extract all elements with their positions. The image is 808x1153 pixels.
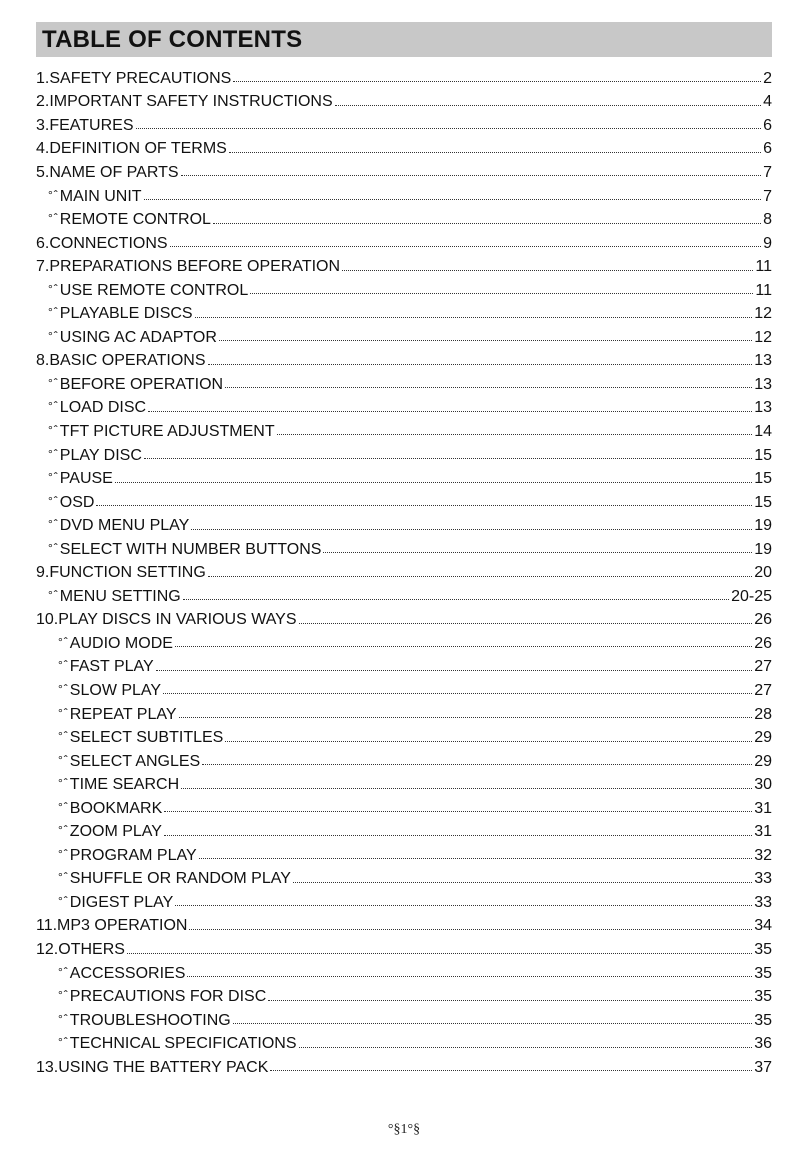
toc-subsection-entry <box>36 632 772 656</box>
toc-entry-text: USE REMOTE CONTROL <box>59 281 249 299</box>
toc-entry-text: 9.FUNCTION SETTING <box>36 564 206 582</box>
toc-subsection-entry <box>36 279 772 303</box>
toc-entry-label <box>36 259 340 275</box>
dot-leader <box>156 670 753 671</box>
toc-entry-label <box>58 1013 231 1029</box>
toc-entry-text: REPEAT PLAY <box>69 705 177 723</box>
dot-leader <box>225 741 752 742</box>
toc-entry-text: 6.CONNECTIONS <box>36 234 168 252</box>
toc-page-number: 27 <box>754 681 772 699</box>
dot-leader <box>144 458 752 459</box>
toc-entry-label <box>58 707 177 723</box>
dot-leader <box>181 788 752 789</box>
dot-leader <box>148 411 752 412</box>
bullet-icon: °ˆ <box>58 846 69 861</box>
toc-subsection-entry <box>36 985 772 1009</box>
toc-subsection-entry <box>36 302 772 326</box>
dot-leader <box>175 905 752 906</box>
dot-leader <box>179 717 753 718</box>
dot-leader <box>115 482 752 483</box>
dot-leader <box>163 693 752 694</box>
toc-entry-text: MENU SETTING <box>59 587 181 605</box>
toc-entry-text: DIGEST PLAY <box>69 893 174 911</box>
toc-entry-label <box>48 542 321 558</box>
toc-section-entry <box>36 915 772 939</box>
toc-entry-text: SELECT SUBTITLES <box>69 729 224 747</box>
bullet-icon: °ˆ <box>58 1035 69 1050</box>
table-of-contents <box>36 67 772 1080</box>
toc-page-number: 26 <box>754 611 772 629</box>
toc-entry-text: LOAD DISC <box>59 399 147 417</box>
toc-page-number: 8 <box>763 211 772 229</box>
page-title: TABLE OF CONTENTS <box>42 25 303 53</box>
toc-subsection-entry <box>36 868 772 892</box>
dot-leader <box>299 1047 753 1048</box>
bullet-icon: °ˆ <box>58 752 69 767</box>
dot-leader <box>229 152 761 153</box>
toc-subsection-entry <box>36 444 772 468</box>
toc-entry-text: BOOKMARK <box>69 799 163 817</box>
toc-page-number: 31 <box>754 799 772 817</box>
toc-entry-text: REMOTE CONTROL <box>59 211 211 229</box>
toc-subsection-entry <box>36 773 772 797</box>
dot-leader <box>191 529 752 530</box>
toc-page-number: 28 <box>754 705 772 723</box>
toc-entry-text: 10.PLAY DISCS IN VARIOUS WAYS <box>36 611 297 629</box>
toc-entry-text: SHUFFLE OR RANDOM PLAY <box>69 870 291 888</box>
toc-entry-label <box>58 1036 297 1052</box>
toc-page-number: 29 <box>754 729 772 747</box>
toc-subsection-entry <box>36 656 772 680</box>
toc-section-entry <box>36 1056 772 1080</box>
bullet-icon: °ˆ <box>48 517 59 532</box>
dot-leader <box>208 364 753 365</box>
toc-page-number: 31 <box>754 823 772 841</box>
bullet-icon: °ˆ <box>58 823 69 838</box>
toc-entry-label <box>48 495 94 511</box>
dot-leader <box>335 105 761 106</box>
toc-page-number: 33 <box>754 870 772 888</box>
toc-entry-text: 4.DEFINITION OF TERMS <box>36 140 227 158</box>
dot-leader <box>233 81 761 82</box>
toc-entry-label <box>58 659 154 675</box>
toc-page-number: 13 <box>754 352 772 370</box>
toc-entry-text: BEFORE OPERATION <box>59 375 224 393</box>
toc-page-number: 35 <box>754 988 772 1006</box>
toc-entry-text: 11.MP3 OPERATION <box>36 917 188 935</box>
toc-page-number: 15 <box>754 470 772 488</box>
toc-subsection-entry <box>36 514 772 538</box>
toc-subsection-entry <box>36 750 772 774</box>
toc-entry-text: FAST PLAY <box>69 658 154 676</box>
bullet-icon: °ˆ <box>58 799 69 814</box>
bullet-icon: °ˆ <box>48 281 59 296</box>
dot-leader <box>127 953 752 954</box>
toc-subsection-entry <box>36 208 772 232</box>
toc-title-bar <box>36 22 772 57</box>
dot-leader <box>225 387 752 388</box>
toc-subsection-entry <box>36 326 772 350</box>
toc-entry-text: PROGRAM PLAY <box>69 846 197 864</box>
toc-entry-text: 7.PREPARATIONS BEFORE OPERATION <box>36 258 341 276</box>
toc-entry-label <box>36 353 206 369</box>
toc-entry-text: 8.BASIC OPERATIONS <box>36 352 206 370</box>
toc-entry-text: TROUBLESHOOTING <box>69 1011 231 1029</box>
toc-subsection-entry <box>36 185 772 209</box>
bullet-icon: °ˆ <box>58 705 69 720</box>
toc-entry-text: AUDIO MODE <box>69 634 173 652</box>
toc-page-number: 35 <box>754 941 772 958</box>
toc-subsection-entry <box>36 962 772 986</box>
toc-page-number: 4 <box>763 93 772 111</box>
toc-entry-label <box>36 118 134 134</box>
toc-subsection-entry <box>36 797 772 821</box>
toc-section-entry <box>36 138 772 162</box>
toc-entry-label <box>48 471 113 487</box>
dot-leader <box>189 929 752 930</box>
toc-page-number: 36 <box>754 1035 772 1053</box>
dot-leader <box>219 340 752 341</box>
bullet-icon: °ˆ <box>48 399 59 414</box>
toc-page-number: 20 <box>754 564 772 582</box>
dot-leader <box>208 576 752 577</box>
dot-leader <box>250 293 753 294</box>
toc-page-number: 11 <box>755 258 772 276</box>
toc-entry-label <box>36 612 297 628</box>
toc-subsection-entry <box>36 491 772 515</box>
toc-page-number: 27 <box>754 658 772 676</box>
toc-section-entry <box>36 561 772 585</box>
toc-entry-label <box>58 683 161 699</box>
toc-entry-text: 13.USING THE BATTERY PACK <box>36 1058 269 1076</box>
toc-page-number: 2 <box>763 69 772 87</box>
toc-page-number: 34 <box>754 917 772 935</box>
bullet-icon: °ˆ <box>58 1011 69 1026</box>
toc-entry-text: 12.OTHERS <box>36 941 125 958</box>
dot-leader <box>170 246 762 247</box>
dot-leader <box>277 434 753 435</box>
toc-section-entry <box>36 609 772 633</box>
dot-leader <box>202 764 752 765</box>
toc-page-number: 32 <box>754 846 772 864</box>
bullet-icon: °ˆ <box>58 988 69 1003</box>
bullet-icon: °ˆ <box>58 893 69 908</box>
toc-entry-text: OSD <box>59 493 95 511</box>
toc-subsection-entry <box>36 844 772 868</box>
dot-leader <box>164 835 752 836</box>
dot-leader <box>164 811 752 812</box>
dot-leader <box>233 1023 753 1024</box>
toc-subsection-entry <box>36 1032 772 1056</box>
toc-subsection-entry <box>36 467 772 491</box>
toc-section-entry <box>36 232 772 256</box>
dot-leader <box>183 599 729 600</box>
toc-entry-label <box>58 754 200 770</box>
bullet-icon: °ˆ <box>48 446 59 461</box>
toc-entry-text: PLAYABLE DISCS <box>59 305 193 323</box>
toc-entry-text: SLOW PLAY <box>69 681 162 699</box>
toc-page-number: 37 <box>754 1058 772 1076</box>
toc-entry-text: DVD MENU PLAY <box>59 517 190 535</box>
toc-page-number: 33 <box>754 893 772 911</box>
toc-entry-text: 3.FEATURES <box>36 116 134 134</box>
toc-entry-label <box>58 848 197 864</box>
toc-entry-label <box>48 212 211 228</box>
toc-entry-text: USING AC ADAPTOR <box>59 328 217 346</box>
toc-entry-text: TFT PICTURE ADJUSTMENT <box>59 422 275 440</box>
toc-entry-label <box>58 989 266 1005</box>
toc-entry-text: TECHNICAL SPECIFICATIONS <box>69 1035 297 1053</box>
toc-entry-label <box>48 377 223 393</box>
toc-page-number: 12 <box>754 328 772 346</box>
bullet-icon: °ˆ <box>58 776 69 791</box>
toc-subsection-entry <box>36 397 772 421</box>
toc-entry-label <box>36 94 333 110</box>
toc-entry-text: SELECT WITH NUMBER BUTTONS <box>59 540 322 558</box>
toc-entry-text: PAUSE <box>59 470 113 488</box>
bullet-icon: °ˆ <box>48 187 59 202</box>
toc-entry-label <box>58 730 223 746</box>
bullet-icon: °ˆ <box>58 634 69 649</box>
toc-entry-label <box>36 565 206 581</box>
toc-page-number: 12 <box>754 305 772 323</box>
toc-entry-label <box>48 424 275 440</box>
toc-section-entry <box>36 114 772 138</box>
toc-page-number: 19 <box>754 540 772 558</box>
toc-entry-label <box>36 141 227 157</box>
toc-section-entry <box>36 938 772 962</box>
toc-entry-text: MAIN UNIT <box>59 187 142 205</box>
toc-page-number: 6 <box>763 140 772 158</box>
toc-page-number: 15 <box>754 493 772 511</box>
toc-section-entry <box>36 161 772 185</box>
bullet-icon: °ˆ <box>58 658 69 673</box>
bullet-icon: °ˆ <box>58 870 69 885</box>
toc-page-number: 7 <box>763 163 772 181</box>
toc-subsection-entry <box>36 420 772 444</box>
toc-page-number: 11 <box>755 281 772 299</box>
dot-leader <box>293 882 752 883</box>
toc-entry-label <box>58 895 173 911</box>
toc-entry-text: ACCESSORIES <box>69 964 186 982</box>
toc-section-entry <box>36 255 772 279</box>
bullet-icon: °ˆ <box>58 729 69 744</box>
toc-page-number: 35 <box>754 1011 772 1029</box>
toc-entry-text: ZOOM PLAY <box>69 823 162 841</box>
dot-leader <box>299 623 753 624</box>
dot-leader <box>342 270 753 271</box>
toc-page-number: 30 <box>754 776 772 794</box>
toc-entry-label <box>36 1060 268 1076</box>
toc-entry-label <box>36 918 187 934</box>
bullet-icon: °ˆ <box>48 305 59 320</box>
toc-page-number: 14 <box>754 422 772 440</box>
bullet-icon: °ˆ <box>48 328 59 343</box>
toc-page-number: 15 <box>754 446 772 464</box>
toc-entry-label <box>48 283 248 299</box>
toc-entry-label <box>58 801 162 817</box>
toc-subsection-entry <box>36 373 772 397</box>
toc-entry-label <box>48 330 217 346</box>
toc-entry-label <box>48 448 142 464</box>
toc-entry-text: PRECAUTIONS FOR DISC <box>69 988 267 1006</box>
toc-entry-label <box>58 636 173 652</box>
dot-leader <box>270 1070 752 1071</box>
toc-page-number: 26 <box>754 634 772 652</box>
toc-entry-label <box>48 589 181 605</box>
bullet-icon: °ˆ <box>48 493 59 508</box>
dot-leader <box>136 128 762 129</box>
toc-entry-label <box>36 942 125 958</box>
bullet-icon: °ˆ <box>58 964 69 979</box>
dot-leader <box>144 199 762 200</box>
toc-subsection-entry <box>36 585 772 609</box>
toc-page-number: 19 <box>754 517 772 535</box>
dot-leader <box>213 223 761 224</box>
dot-leader <box>181 175 762 176</box>
toc-entry-text: TIME SEARCH <box>69 776 180 794</box>
toc-page-number: 6 <box>763 116 772 134</box>
toc-entry-label <box>58 777 179 793</box>
bullet-icon: °ˆ <box>48 211 59 226</box>
dot-leader <box>175 646 752 647</box>
toc-subsection-entry <box>36 821 772 845</box>
dot-leader <box>187 976 752 977</box>
dot-leader <box>323 552 752 553</box>
toc-entry-text: SELECT ANGLES <box>69 752 201 770</box>
toc-subsection-entry <box>36 679 772 703</box>
dot-leader <box>96 505 752 506</box>
dot-leader <box>199 858 753 859</box>
bullet-icon: °ˆ <box>48 540 59 555</box>
toc-page-number: 20-25 <box>731 587 772 605</box>
toc-entry-label <box>58 824 162 840</box>
toc-page-number: 13 <box>754 375 772 393</box>
toc-page-number: 13 <box>754 399 772 417</box>
toc-section-entry <box>36 91 772 115</box>
bullet-icon: °ˆ <box>58 681 69 696</box>
toc-page-number: 7 <box>763 187 772 205</box>
toc-page-number: 9 <box>763 234 772 252</box>
toc-entry-text: 1.SAFETY PRECAUTIONS <box>36 69 232 87</box>
dot-leader <box>195 317 753 318</box>
toc-subsection-entry <box>36 726 772 750</box>
toc-entry-text: 5.NAME OF PARTS <box>36 163 179 181</box>
toc-entry-label <box>48 400 146 416</box>
toc-subsection-entry <box>36 1009 772 1033</box>
dot-leader <box>268 1000 752 1001</box>
toc-entry-label <box>58 871 291 887</box>
bullet-icon: °ˆ <box>48 375 59 390</box>
toc-entry-label <box>48 518 189 534</box>
toc-entry-label <box>48 306 193 322</box>
bullet-icon: °ˆ <box>48 587 59 602</box>
toc-entry-label <box>36 236 168 252</box>
bullet-icon: °ˆ <box>48 470 59 485</box>
toc-entry-label <box>36 165 179 181</box>
toc-entry-label <box>36 71 231 87</box>
toc-subsection-entry <box>36 538 772 562</box>
toc-page-number: 29 <box>754 752 772 770</box>
toc-section-entry <box>36 67 772 91</box>
toc-entry-text: 2.IMPORTANT SAFETY INSTRUCTIONS <box>36 93 333 111</box>
toc-entry-label <box>48 189 142 205</box>
toc-subsection-entry <box>36 891 772 915</box>
toc-entry-label <box>58 966 185 982</box>
bullet-icon: °ˆ <box>48 422 59 437</box>
toc-section-entry <box>36 350 772 374</box>
toc-subsection-entry <box>36 703 772 727</box>
page-number-footer: °§1°§ <box>387 1122 421 1137</box>
toc-page-number: 35 <box>754 964 772 982</box>
toc-entry-text: PLAY DISC <box>59 446 142 464</box>
